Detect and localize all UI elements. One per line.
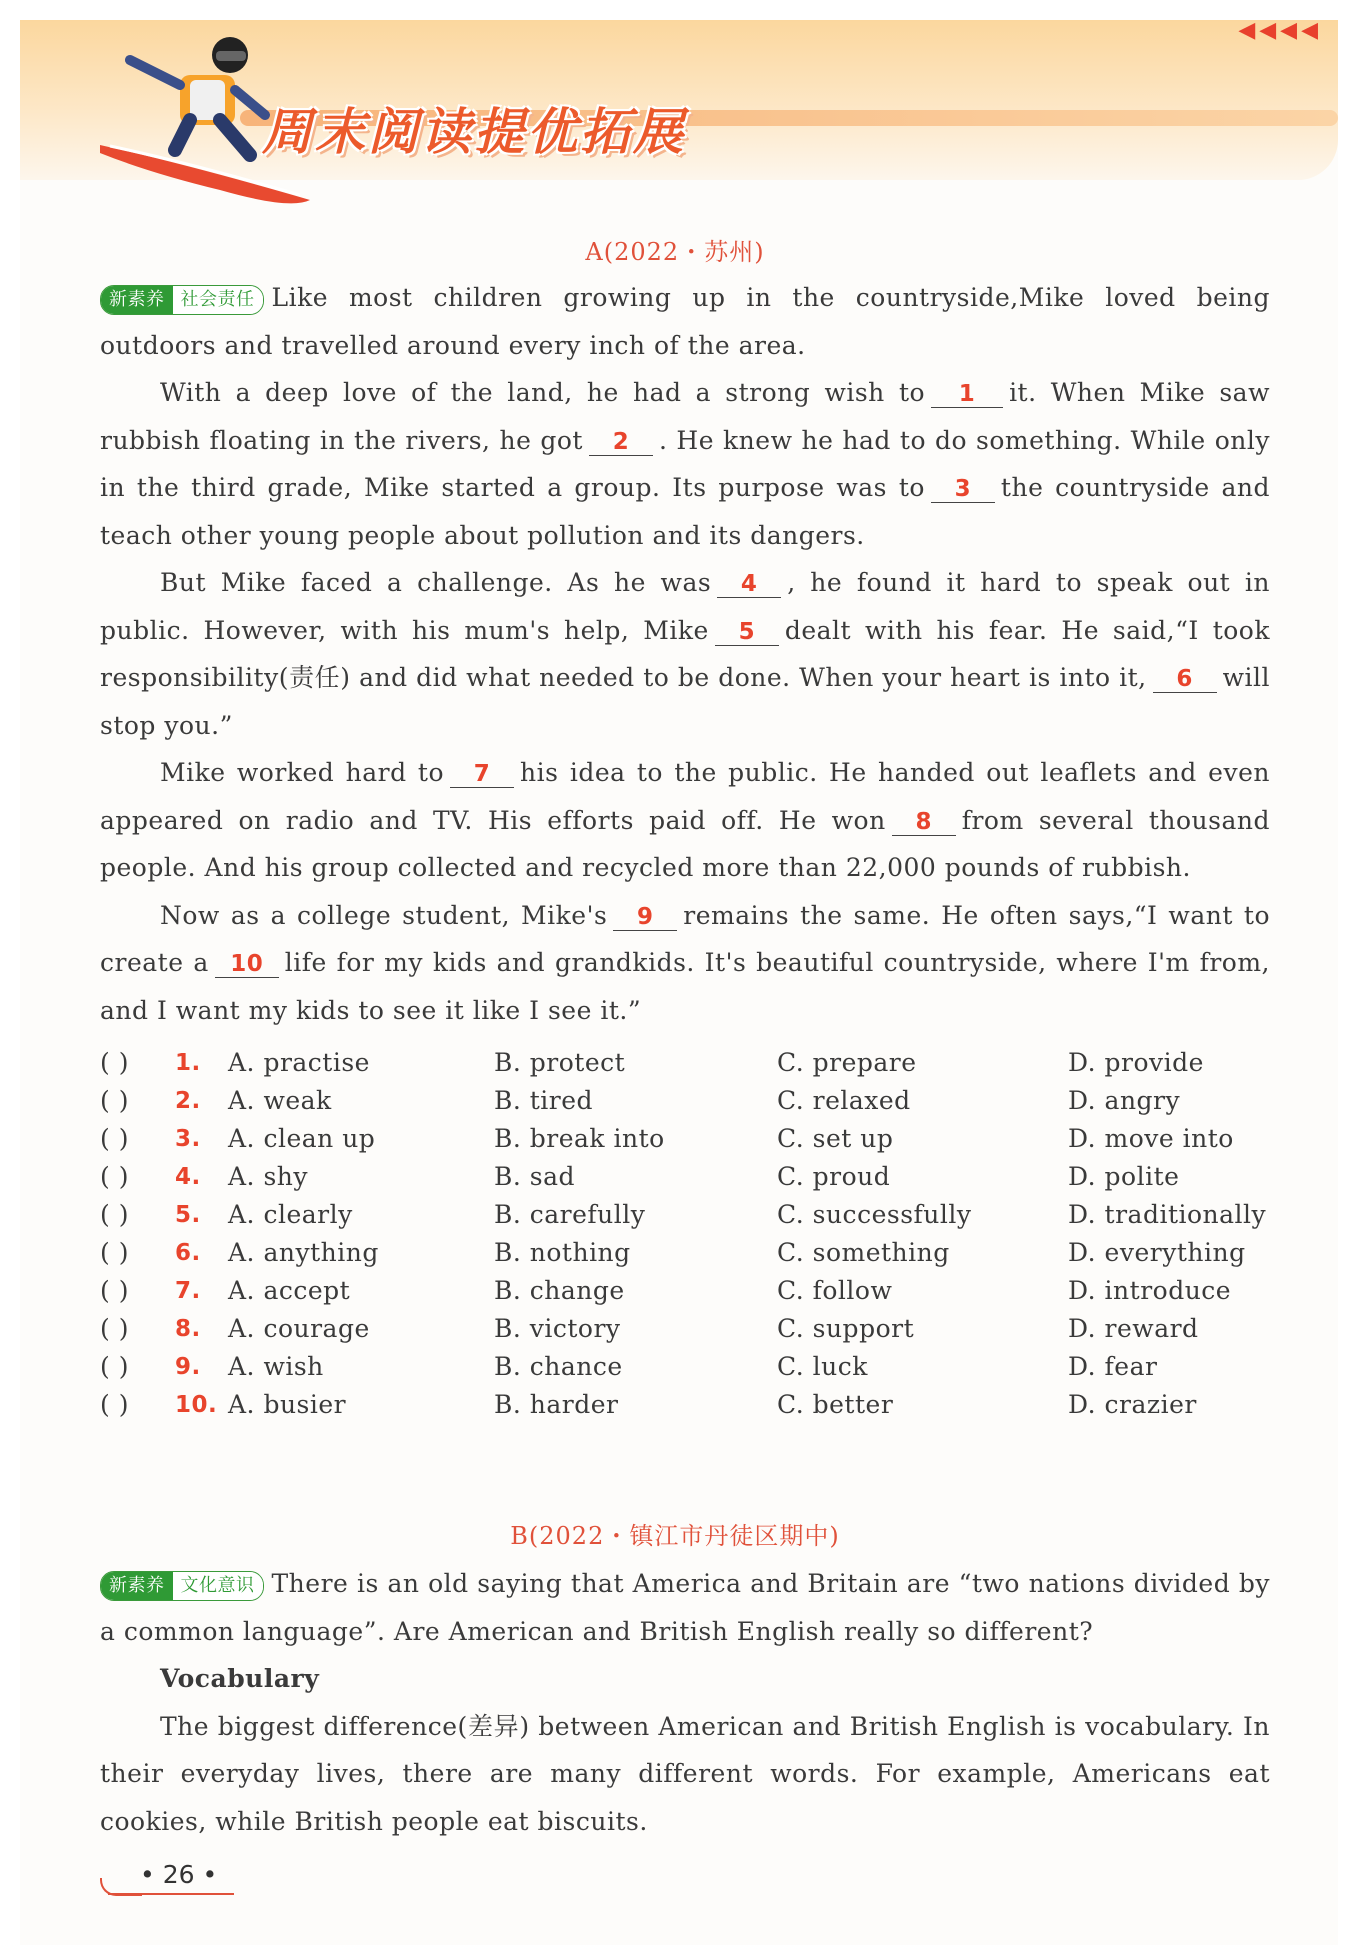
answer-blank[interactable]: ( )	[100, 1200, 129, 1229]
question-row: ( ) 6. A. anything B. nothing C. something D. everything	[100, 1234, 1280, 1272]
passage-a-title: A(2022・苏州)	[585, 238, 765, 266]
blank-7: 7	[450, 761, 514, 788]
passage-a-text	[100, 274, 1270, 1034]
question-row: ( ) 8. A. courage B. victory C. support D. reward	[100, 1310, 1280, 1348]
arrows-icon: ◀◀◀◀	[1238, 18, 1322, 43]
passage-a-paragraph-2: With a deep love of the land, he had a strong wish to 1 it. When Mike saw rubbish floating in the rivers, he got 2 . He knew he had to do something. While only in the third grade, Mike started a group. Its purpose was to 3 the countryside and teach other young people about pollution and its dangers.	[100, 378, 1270, 550]
answer-blank[interactable]: ( )	[100, 1124, 129, 1153]
page-number: • 26 •	[100, 1860, 235, 1894]
answer-blank[interactable]: ( )	[100, 1352, 129, 1381]
banner-title: 周末阅读提优拓展	[262, 103, 686, 161]
answer-blank[interactable]: ( )	[100, 1314, 129, 1343]
answer-blank[interactable]: ( )	[100, 1390, 129, 1419]
passage-b-title: B(2022・镇江市丹徒区期中)	[510, 1522, 840, 1550]
passage-b-paragraph-2: The biggest difference(差异) between American and British English is vocabulary. In their everyday lives, there are many different words. For example, Americans eat cookies, while British people eat biscuits.	[100, 1711, 1270, 1836]
question-row: ( ) 10. A. busier B. harder C. better D. crazier	[100, 1386, 1280, 1424]
question-row: ( ) 5. A. clearly B. carefully C. successfully D. traditionally	[100, 1196, 1280, 1234]
passage-a-paragraph-4: Mike worked hard to 7 his idea to the public. He handed out leaflets and even appeared on radio and TV. His efforts paid off. He won 8 from several thousand people. And his group collected and recycled more than 22,000 pounds of rubbish.	[100, 758, 1270, 882]
passage-a-paragraph-1: 新素养 社会责任 Like most children growing up in the countryside,Mike loved being outdoors and travelled around every inch of the area.	[100, 283, 1270, 360]
blank-8: 8	[892, 809, 956, 836]
blank-2: 2	[589, 429, 653, 456]
literacy-tag: 新素养 文化意识	[100, 1571, 264, 1601]
question-row: ( ) 4. A. shy B. sad C. proud D. polite	[100, 1158, 1280, 1196]
blank-5: 5	[715, 619, 779, 646]
answer-blank[interactable]: ( )	[100, 1086, 129, 1115]
question-row: ( ) 9. A. wish B. chance C. luck D. fear	[100, 1348, 1280, 1386]
page-number-underline	[108, 1893, 234, 1895]
blank-9: 9	[613, 904, 677, 931]
passage-b-text	[100, 1560, 1270, 1845]
question-row: ( ) 2. A. weak B. tired C. relaxed D. angry	[100, 1082, 1280, 1120]
passage-b-paragraph-1: 新素养 文化意识 There is an old saying that America and Britain are “two nations divided by a common language”. Are American and British English really so different?	[100, 1569, 1270, 1646]
passage-a-paragraph-3: But Mike faced a challenge. As he was 4 , he found it hard to speak out in public. However, with his mum's help, Mike 5 dealt with his fear. He said,“I took responsibility(责任) and did what needed to be done. When your heart is into it, 6 will stop you.”	[100, 568, 1270, 740]
question-row: ( ) 7. A. accept B. change C. follow D. introduce	[100, 1272, 1280, 1310]
question-list	[100, 1044, 1280, 1424]
passage-a-paragraph-5: Now as a college student, Mike's 9 remains the same. He often says,“I want to create a 10 life for my kids and grandkids. It's beautiful countryside, where I'm from, and I want my kids to see it like I see it.”	[100, 900, 1270, 1025]
question-row: ( ) 1. A. practise B. protect C. prepare D. provide	[100, 1044, 1280, 1082]
literacy-tag: 新素养 社会责任	[100, 285, 264, 315]
blank-10: 10	[215, 951, 279, 978]
answer-blank[interactable]: ( )	[100, 1162, 129, 1191]
answer-blank[interactable]: ( )	[100, 1276, 129, 1305]
answer-blank[interactable]: ( )	[100, 1048, 129, 1077]
answer-blank[interactable]: ( )	[100, 1238, 129, 1267]
vocabulary-subheading: Vocabulary	[160, 1664, 320, 1693]
blank-4: 4	[717, 571, 781, 598]
blank-3: 3	[931, 476, 995, 503]
question-row: ( ) 3. A. clean up B. break into C. set up D. move into	[100, 1120, 1280, 1158]
blank-6: 6	[1153, 666, 1217, 693]
blank-1: 1	[931, 381, 1003, 408]
